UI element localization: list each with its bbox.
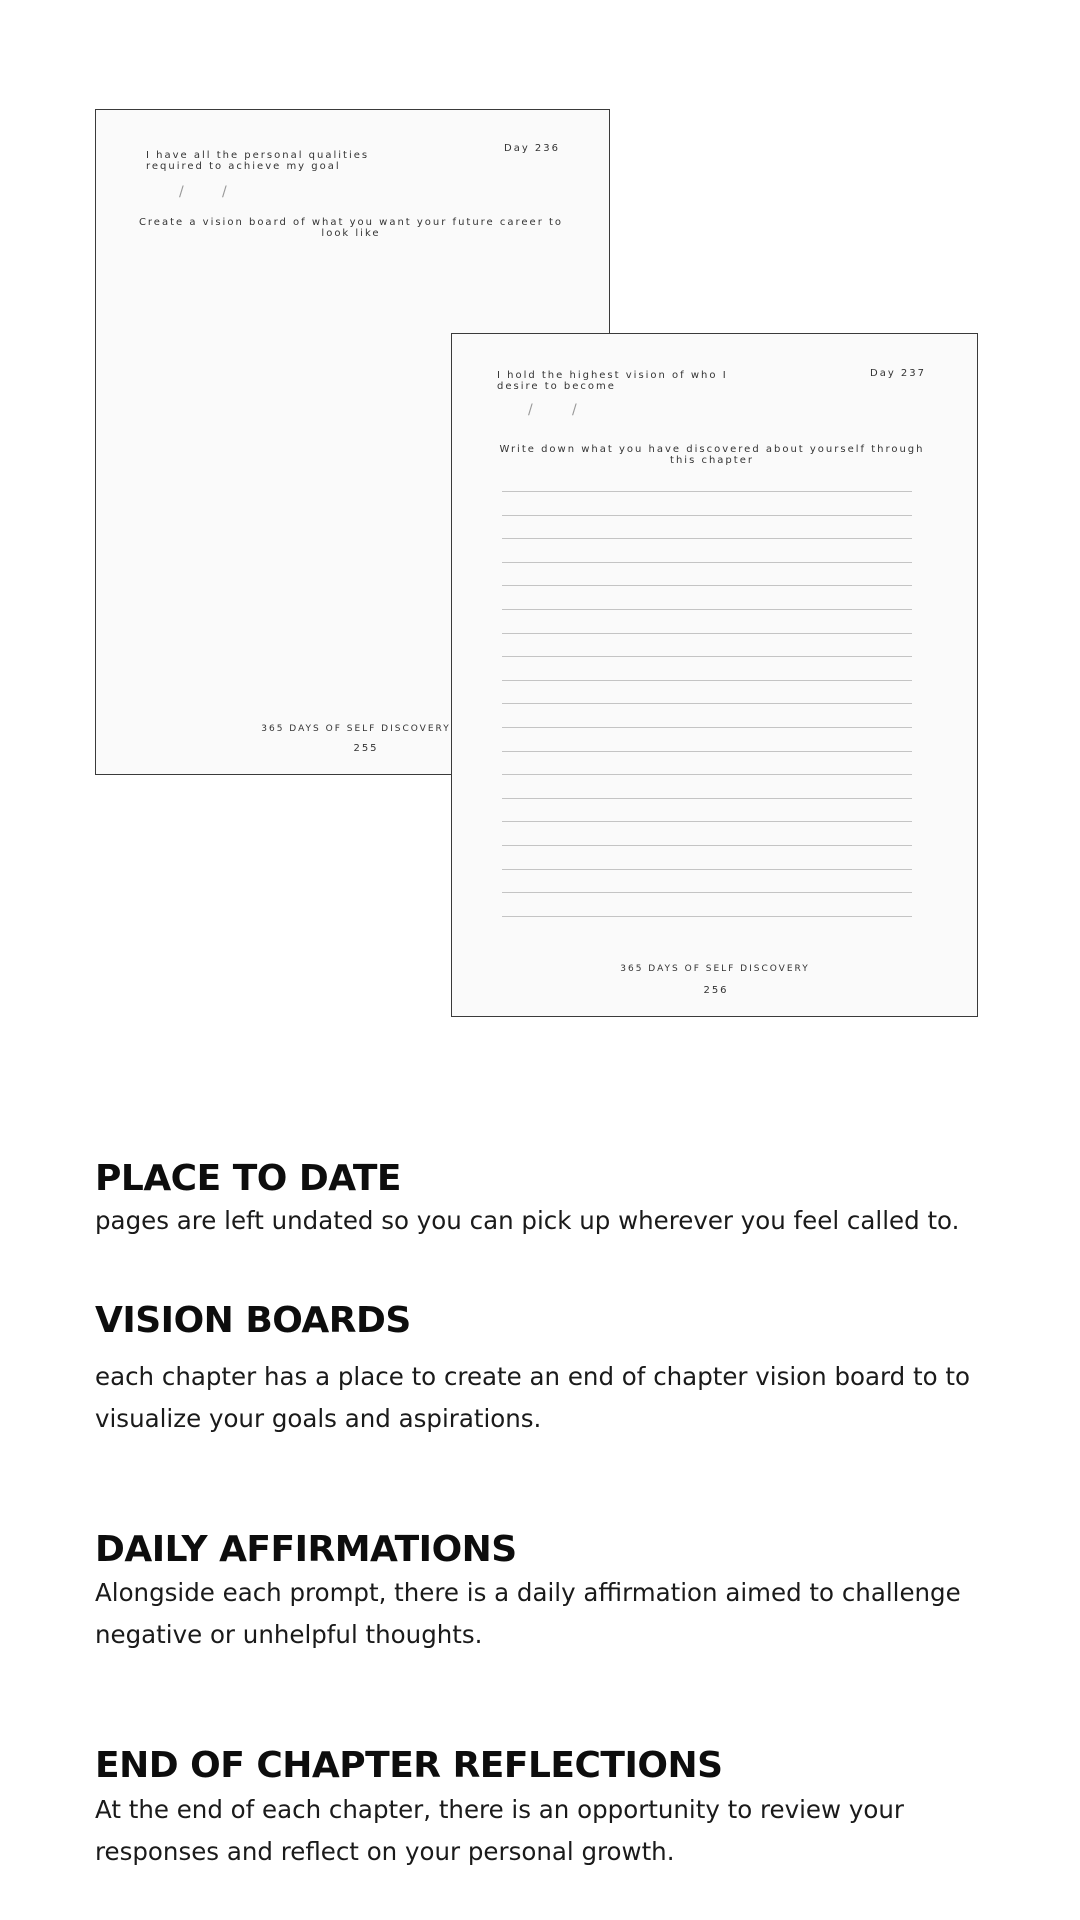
writing-line: [502, 562, 912, 563]
writing-line: [502, 727, 912, 728]
page-number: 255: [353, 743, 379, 754]
writing-line: [502, 609, 912, 610]
writing-line: [502, 892, 912, 893]
page-number: 256: [703, 985, 729, 996]
feature-text-vision-boards: each chapter has a place to create an end of chapter vision board to to visualize your goals and aspirations.: [95, 1362, 970, 1433]
writing-line: [502, 491, 912, 492]
feature-heading-vision-boards: VISION BOARDS: [95, 1300, 411, 1341]
page-affirmation: I hold the highest vision of who I desire to become: [497, 370, 728, 392]
writing-line: [502, 633, 912, 634]
writing-line: [502, 774, 912, 775]
writing-line: [502, 798, 912, 799]
feature-heading-daily-affirmations: DAILY AFFIRMATIONS: [95, 1529, 517, 1570]
date-separator: /: [528, 402, 533, 418]
page-prompt: Create a vision board of what you want your future career to look like: [138, 217, 564, 239]
date-separator: /: [572, 402, 577, 418]
writing-line: [502, 656, 912, 657]
writing-line: [502, 538, 912, 539]
page-day-label: Day 236: [504, 143, 561, 154]
writing-line: [502, 916, 912, 917]
page-day-label: Day 237: [870, 368, 927, 379]
date-separator: /: [222, 184, 227, 200]
writing-line: [502, 869, 912, 870]
writing-line: [502, 821, 912, 822]
page-footer-title: 365 DAYS OF SELF DISCOVERY: [620, 964, 810, 974]
writing-line: [502, 585, 912, 586]
page-footer-title: 365 DAYS OF SELF DISCOVERY: [261, 724, 451, 734]
date-separator: /: [179, 184, 184, 200]
writing-line: [502, 845, 912, 846]
writing-line: [502, 703, 912, 704]
journal-page-reflection: [451, 333, 978, 1017]
writing-line: [502, 751, 912, 752]
writing-line: [502, 680, 912, 681]
feature-heading-end-of-chapter-reflections: END OF CHAPTER REFLECTIONS: [95, 1745, 723, 1786]
feature-heading-place-to-date: PLACE TO DATE: [95, 1158, 402, 1199]
feature-text-place-to-date: pages are left undated so you can pick up wherever you feel called to.: [95, 1206, 960, 1235]
page-affirmation: I have all the personal qualities required to achieve my goal: [146, 150, 370, 172]
writing-line: [502, 515, 912, 516]
feature-text-daily-affirmations: Alongside each prompt, there is a daily affirmation aimed to challenge negative or unhelpful thoughts.: [95, 1578, 961, 1649]
page-prompt: Write down what you have discovered about yourself through this chapter: [499, 444, 925, 466]
feature-text-end-of-chapter-reflections: At the end of each chapter, there is an opportunity to review your responses and reflect on your personal growth.: [95, 1795, 904, 1866]
writing-lines: [502, 491, 912, 891]
